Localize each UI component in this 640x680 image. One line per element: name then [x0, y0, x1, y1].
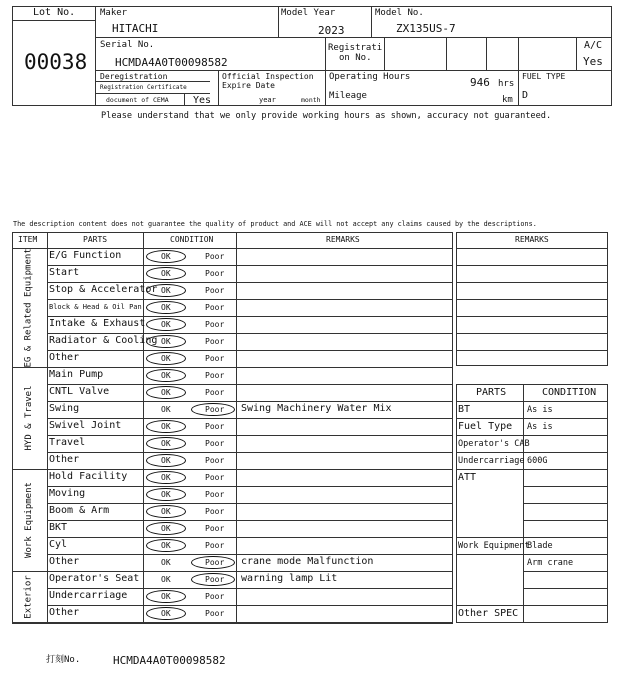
selected-condition-circle: [146, 454, 186, 467]
part-name: Stop & Accelerator: [49, 284, 158, 295]
reg-certificate-label: Registration Certificate: [100, 84, 187, 91]
part-name: Radiator & Cooling: [49, 335, 158, 346]
poor-option: Poor: [205, 558, 225, 567]
remark-text: warning lamp Lit: [241, 573, 338, 584]
model-no-value: ZX135US-7: [396, 22, 456, 35]
operating-hours-value: 946: [470, 76, 490, 89]
part-name: Operator's Seat: [49, 573, 140, 584]
part-name: Swivel Joint: [49, 420, 122, 431]
part-name: Swing: [49, 403, 80, 414]
selected-condition-circle: [191, 403, 235, 416]
selected-condition-circle: [146, 539, 186, 552]
month-label: month: [301, 96, 321, 104]
mileage-label: Mileage: [329, 91, 367, 101]
poor-option: Poor: [205, 609, 225, 618]
serial-no-value: HCMDA4A0T00098582: [115, 56, 228, 69]
selected-condition-circle: [146, 250, 186, 263]
poor-option: Poor: [205, 252, 225, 261]
poor-option: Poor: [205, 337, 225, 346]
selected-condition-circle: [191, 573, 235, 586]
right-other-spec-label: Other SPEC: [458, 608, 519, 619]
ac-value: Yes: [583, 55, 603, 68]
right-work-equipment-label: Work Equipment: [458, 541, 530, 551]
registration-label-2: on No.: [339, 53, 372, 63]
poor-option: Poor: [205, 592, 225, 601]
col-parts-header: PARTS: [83, 235, 108, 244]
right-parts-header: PARTS: [476, 387, 507, 398]
fuel-type-value: D: [522, 90, 529, 101]
part-name: E/G Function: [49, 250, 122, 261]
model-year-value: 2023: [318, 24, 345, 37]
ok-option: OK: [161, 371, 171, 380]
operating-hours-label: Operating Hours: [329, 72, 411, 82]
selected-condition-circle: [146, 267, 186, 280]
selected-condition-circle: [191, 556, 235, 569]
ok-option: OK: [161, 558, 171, 567]
maker-label: Maker: [100, 8, 128, 18]
selected-condition-circle: [146, 488, 186, 501]
ok-option: OK: [161, 388, 171, 397]
part-name: Other: [49, 607, 80, 618]
col-item-header: ITEM: [18, 235, 38, 244]
poor-option: Poor: [205, 541, 225, 550]
stamp-label: 打刻No.: [46, 655, 81, 665]
selected-condition-circle: [146, 301, 186, 314]
ok-option: OK: [161, 575, 171, 584]
part-name: Other: [49, 454, 80, 465]
ok-option: OK: [161, 524, 171, 533]
poor-option: Poor: [205, 422, 225, 431]
right-part-fuel-type: Fuel Type: [458, 421, 513, 432]
selected-condition-circle: [146, 590, 186, 603]
group-label: Exterior: [23, 574, 34, 619]
registration-label: Registrati: [328, 43, 383, 53]
selected-condition-circle: [146, 369, 186, 382]
deregistration-label: Deregistration: [100, 72, 168, 81]
accuracy-note: Please understand that we only provide working hours as shown, accuracy not guaranteed.: [101, 111, 552, 121]
fuel-type-label: FUEL TYPE: [522, 72, 566, 81]
selected-condition-circle: [146, 284, 186, 297]
ok-option: OK: [161, 303, 171, 312]
stamp-value: HCMDA4A0T00098582: [113, 654, 226, 667]
poor-option: Poor: [205, 524, 225, 533]
ok-option: OK: [161, 490, 171, 499]
year-label: year: [259, 96, 276, 104]
hrs-unit: hrs: [498, 79, 515, 89]
right-att-label: ATT: [458, 472, 477, 483]
right-cond-fuel-type: As is: [527, 422, 553, 432]
part-name: BKT: [49, 522, 68, 533]
ok-option: OK: [161, 473, 171, 482]
poor-option: Poor: [205, 490, 225, 499]
km-unit: km: [502, 95, 513, 105]
ok-option: OK: [161, 337, 171, 346]
model-no-label: Model No.: [375, 8, 424, 18]
selected-condition-circle: [146, 386, 186, 399]
part-name: Other: [49, 556, 80, 567]
poor-option: Poor: [205, 388, 225, 397]
ac-label: A/C: [584, 40, 603, 51]
part-name: Main Pump: [49, 369, 104, 380]
col-remarks-header: REMARKS: [326, 235, 360, 244]
lot-no-label: Lot No.: [33, 7, 76, 18]
right-work-equipment-blade: Blade: [527, 541, 553, 551]
poor-option: Poor: [205, 473, 225, 482]
right-cond-undercarriage: 600G: [527, 456, 548, 466]
part-name: Boom & Arm: [49, 505, 110, 516]
inspection-label-2: Expire Date: [222, 81, 275, 90]
poor-option: Poor: [205, 320, 225, 329]
remark-text: crane mode Malfunction: [241, 556, 374, 567]
serial-no-label: Serial No.: [100, 40, 155, 50]
group-label: HYD & Travel: [23, 385, 34, 451]
right-part-bt: BT: [458, 404, 471, 415]
right-condition-header: CONDITION: [542, 387, 597, 398]
cema-value: Yes: [193, 95, 212, 106]
right-remarks-header: REMARKS: [515, 235, 549, 244]
maker-value: HITACHI: [112, 22, 159, 35]
selected-condition-circle: [146, 318, 186, 331]
poor-option: Poor: [205, 456, 225, 465]
group-label: Work Equipment: [23, 482, 34, 558]
ok-option: OK: [161, 507, 171, 516]
part-name: Other: [49, 352, 80, 363]
ok-option: OK: [161, 354, 171, 363]
ok-option: OK: [161, 422, 171, 431]
part-name: Intake & Exhaust: [49, 318, 146, 329]
selected-condition-circle: [146, 522, 186, 535]
part-name: Cyl: [49, 539, 68, 550]
selected-condition-circle: [146, 505, 186, 518]
selected-condition-circle: [146, 437, 186, 450]
inspection-label: Official Inspection: [222, 72, 314, 81]
ok-option: OK: [161, 320, 171, 329]
model-year-label: Model Year: [281, 8, 336, 18]
poor-option: Poor: [205, 405, 225, 414]
right-part-undercarriage: Undercarriage: [458, 456, 525, 466]
part-name: Moving: [49, 488, 86, 499]
poor-option: Poor: [205, 286, 225, 295]
poor-option: Poor: [205, 507, 225, 516]
part-name: Travel: [49, 437, 86, 448]
ok-option: OK: [161, 286, 171, 295]
selected-condition-circle: [146, 607, 186, 620]
ok-option: OK: [161, 541, 171, 550]
right-cond-bt: As is: [527, 405, 553, 415]
selected-condition-circle: [146, 471, 186, 484]
ok-option: OK: [161, 609, 171, 618]
part-name: CNTL Valve: [49, 386, 110, 397]
poor-option: Poor: [205, 269, 225, 278]
selected-condition-circle: [146, 335, 186, 348]
ok-option: OK: [161, 269, 171, 278]
remark-text: Swing Machinery Water Mix: [241, 403, 392, 414]
selected-condition-circle: [146, 352, 186, 365]
part-name: Undercarriage: [49, 590, 128, 601]
col-condition-header: CONDITION: [170, 235, 214, 244]
selected-condition-circle: [146, 420, 186, 433]
poor-option: Poor: [205, 354, 225, 363]
ok-option: OK: [161, 405, 171, 414]
ok-option: OK: [161, 439, 171, 448]
right-work-equipment-arm-crane: Arm crane: [527, 558, 574, 568]
poor-option: Poor: [205, 371, 225, 380]
poor-option: Poor: [205, 439, 225, 448]
ok-option: OK: [161, 592, 171, 601]
right-part-operator-cab: Operator's CAB: [458, 439, 530, 449]
cema-label: document of CEMA: [106, 96, 169, 104]
part-name: Block & Head & Oil Pan: [49, 303, 142, 311]
part-name: Start: [49, 267, 80, 278]
part-name: Hold Facility: [49, 471, 128, 482]
disclaimer: The description content does not guarantee the quality of product and ACE will not accept any claims caused by the descriptions.: [13, 220, 537, 228]
poor-option: Poor: [205, 303, 225, 312]
ok-option: OK: [161, 456, 171, 465]
lot-no-value: 00038: [24, 50, 88, 74]
poor-option: Poor: [205, 575, 225, 584]
ok-option: OK: [161, 252, 171, 261]
group-label: EG & Related Equipment: [23, 247, 34, 367]
